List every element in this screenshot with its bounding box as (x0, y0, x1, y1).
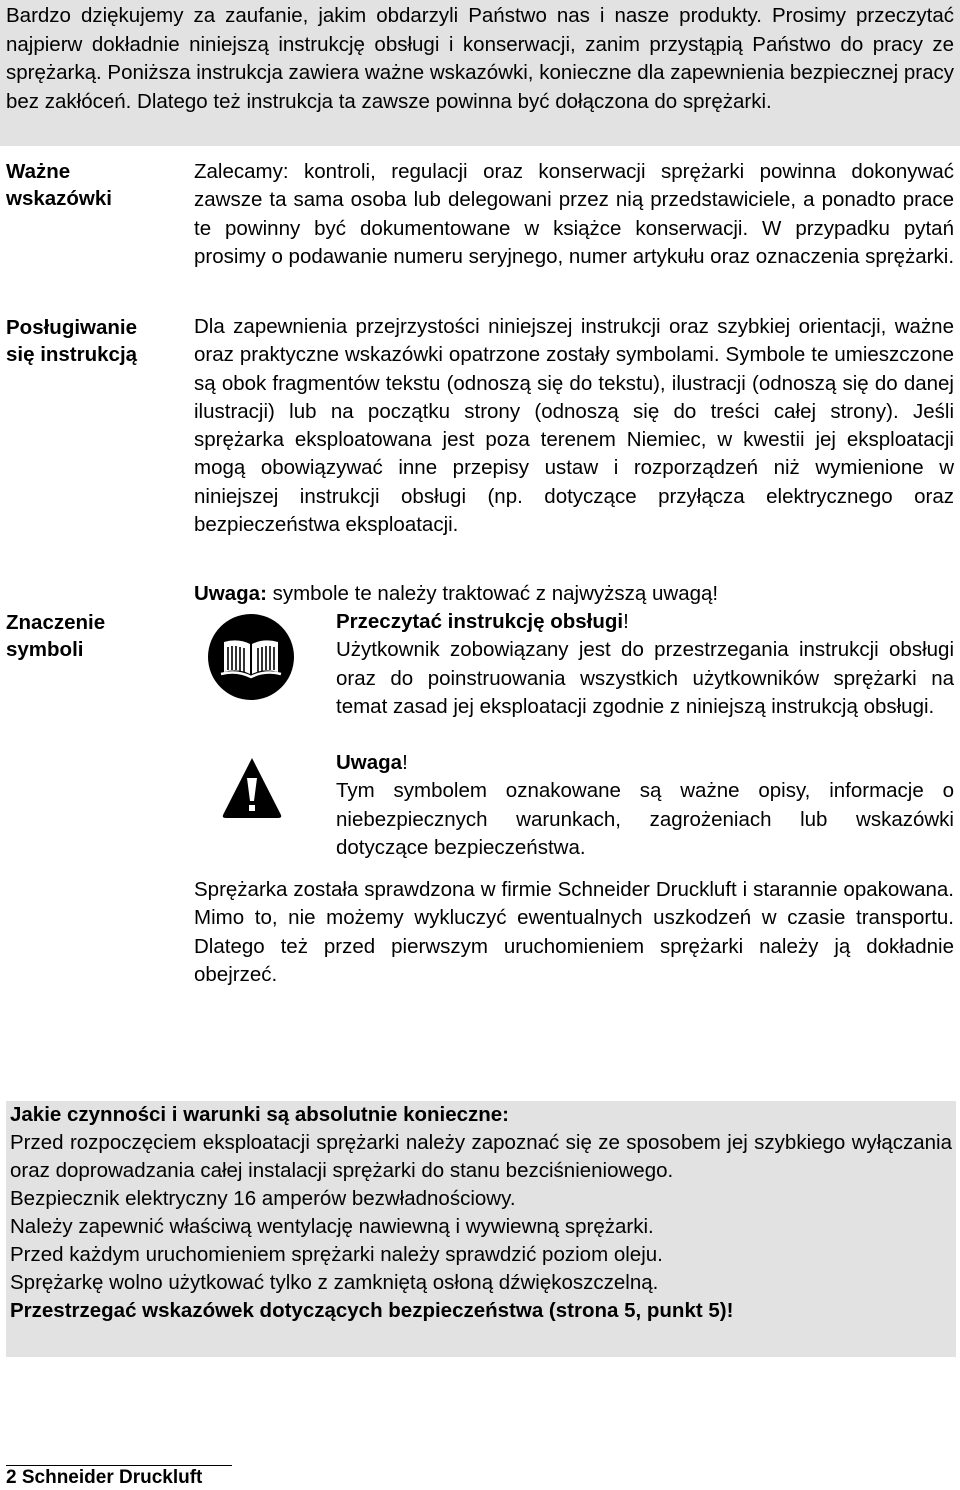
transport-paragraph: Sprężarka została sprawdzona w firmie Schneider Druckluft i starannie opakowana. Mimo to, nie możemy wykluczyć ewentualnych uszkodzeń w czasie transportu. Dlatego też przed pierwszym uruchomieniem sprężarki należy ją dokładnie obejrzeć. (194, 878, 954, 986)
requirements-heading: Jakie czynności i warunki są absolutnie konieczne: (10, 1103, 510, 1126)
requirement-item: Bezpiecznik elektryczny 16 amperów bezwładnościowy. (10, 1187, 516, 1210)
warning-symbol-desc (336, 749, 954, 862)
requirement-item: Przed rozpoczęciem eksploatacji sprężarki należy zapoznać się ze sposobem jej szybkiego wyłączania oraz doprowadzania całej instalacji sprężarki do stanu bezciśnieniowego. (10, 1131, 952, 1182)
symbols-note-text: symbole te należy traktować z najwyższą uwagą! (266, 582, 719, 605)
section-text-poslugiwanie: Dla zapewnienia przejrzystości niniejszej instrukcji oraz szybkiej orientacji, ważne oraz praktyczne wskazówki opatrzone zostały symbolami. Symbole te umieszczone są obok fragmentów tekstu (odnoszą się do tekstu), ilustracji (odnoszą się do danej ilustracji) lub na początku strony (odnoszą się do treści całej strony). Jeśli sprężarka eksploatowana jest poza terenem Niemiec, w kwestii jej eksploatacji mogą obowiązywać inne przepisy ustaw i rozporządzeń niż wymienione w niniejszej instrukcji obsługi (np. dotyczące przyłącza elektrycznego oraz bezpieczeństwa eksploatacji. (194, 315, 954, 537)
requirement-item: Przed każdym uruchomieniem sprężarki należy sprawdzić poziom oleju. (10, 1243, 663, 1266)
intro-paragraph: Bardzo dziękujemy za zaufanie, jakim obdarzyli Państwo nas i nasze produkty. Prosimy przeczytać najpierw dokładnie niniejszą instrukcję obsługi i konserwacji, zanim przystąpią Państwo do pracy ze sprężarką. Poniższa instrukcja zawiera ważne wskazówki, konieczne dla zapewnienia bezpiecznej pracy bez zakłóceń. Dlatego też instrukcja ta zawsze powinna być dołączona do sprężarki. (0, 0, 960, 146)
requirement-item: Sprężarkę wolno użytkować tylko z zamkniętą osłoną dźwiękoszczelną. (10, 1271, 659, 1294)
book-icon (208, 614, 294, 705)
warning-symbol-text: Tym symbolem oznakowane są ważne opisy, informacje o niebezpiecznych warunkach, zagrożeniach lub wskazówki dotyczące bezpieczeństwa. (336, 779, 954, 859)
book-symbol-text: Użytkownik zobowiązany jest do przestrzegania instrukcji obsługi oraz do poinstruowania wszystkich użytkowników sprężarki na temat zasad jej eksploatacji zgodnie z niniejszą instrukcją obsługi. (336, 638, 954, 718)
heading-line: się instrukcją (6, 343, 138, 366)
heading-line: Ważne (6, 160, 71, 183)
warning-triangle-icon (220, 754, 284, 825)
section-heading-wazne (6, 158, 112, 212)
warning-symbol-title: Uwaga! (336, 751, 408, 774)
book-symbol-desc (336, 608, 954, 721)
section-heading-znaczenie (6, 609, 105, 663)
heading-line: symboli (6, 638, 84, 661)
heading-line: Znaczenie (6, 611, 106, 634)
requirements-footer-note: Przestrzegać wskazówek dotyczących bezpieczeństwa (strona 5, punkt 5)! (10, 1299, 734, 1322)
requirement-item: Należy zapewnić właściwą wentylację nawiewną i wywiewną sprężarki. (10, 1215, 654, 1238)
symbols-note (194, 580, 718, 608)
heading-line: wskazówki (6, 187, 112, 210)
heading-line: Posługiwanie (6, 316, 137, 339)
page-footer: 2 Schneider Druckluft (6, 1467, 203, 1488)
symbols-note-label: Uwaga: (194, 582, 267, 605)
section-text-wazne: Zalecamy: kontroli, regulacji oraz konserwacji sprężarki powinna dokonywać zawsze ta sama osoba lub delegowani przez nią przedstawiciele, a ponadto prace te powinny być dokumentowane w książce konserwacji. W przypadku pytań prosimy o podawanie numeru seryjnego, numer artykułu oraz oznaczenia sprężarki. (194, 160, 955, 268)
requirements-box (6, 1101, 956, 1357)
book-symbol-title: Przeczytać instrukcję obsługi! (336, 610, 629, 633)
section-heading-poslugiwanie (6, 314, 137, 368)
